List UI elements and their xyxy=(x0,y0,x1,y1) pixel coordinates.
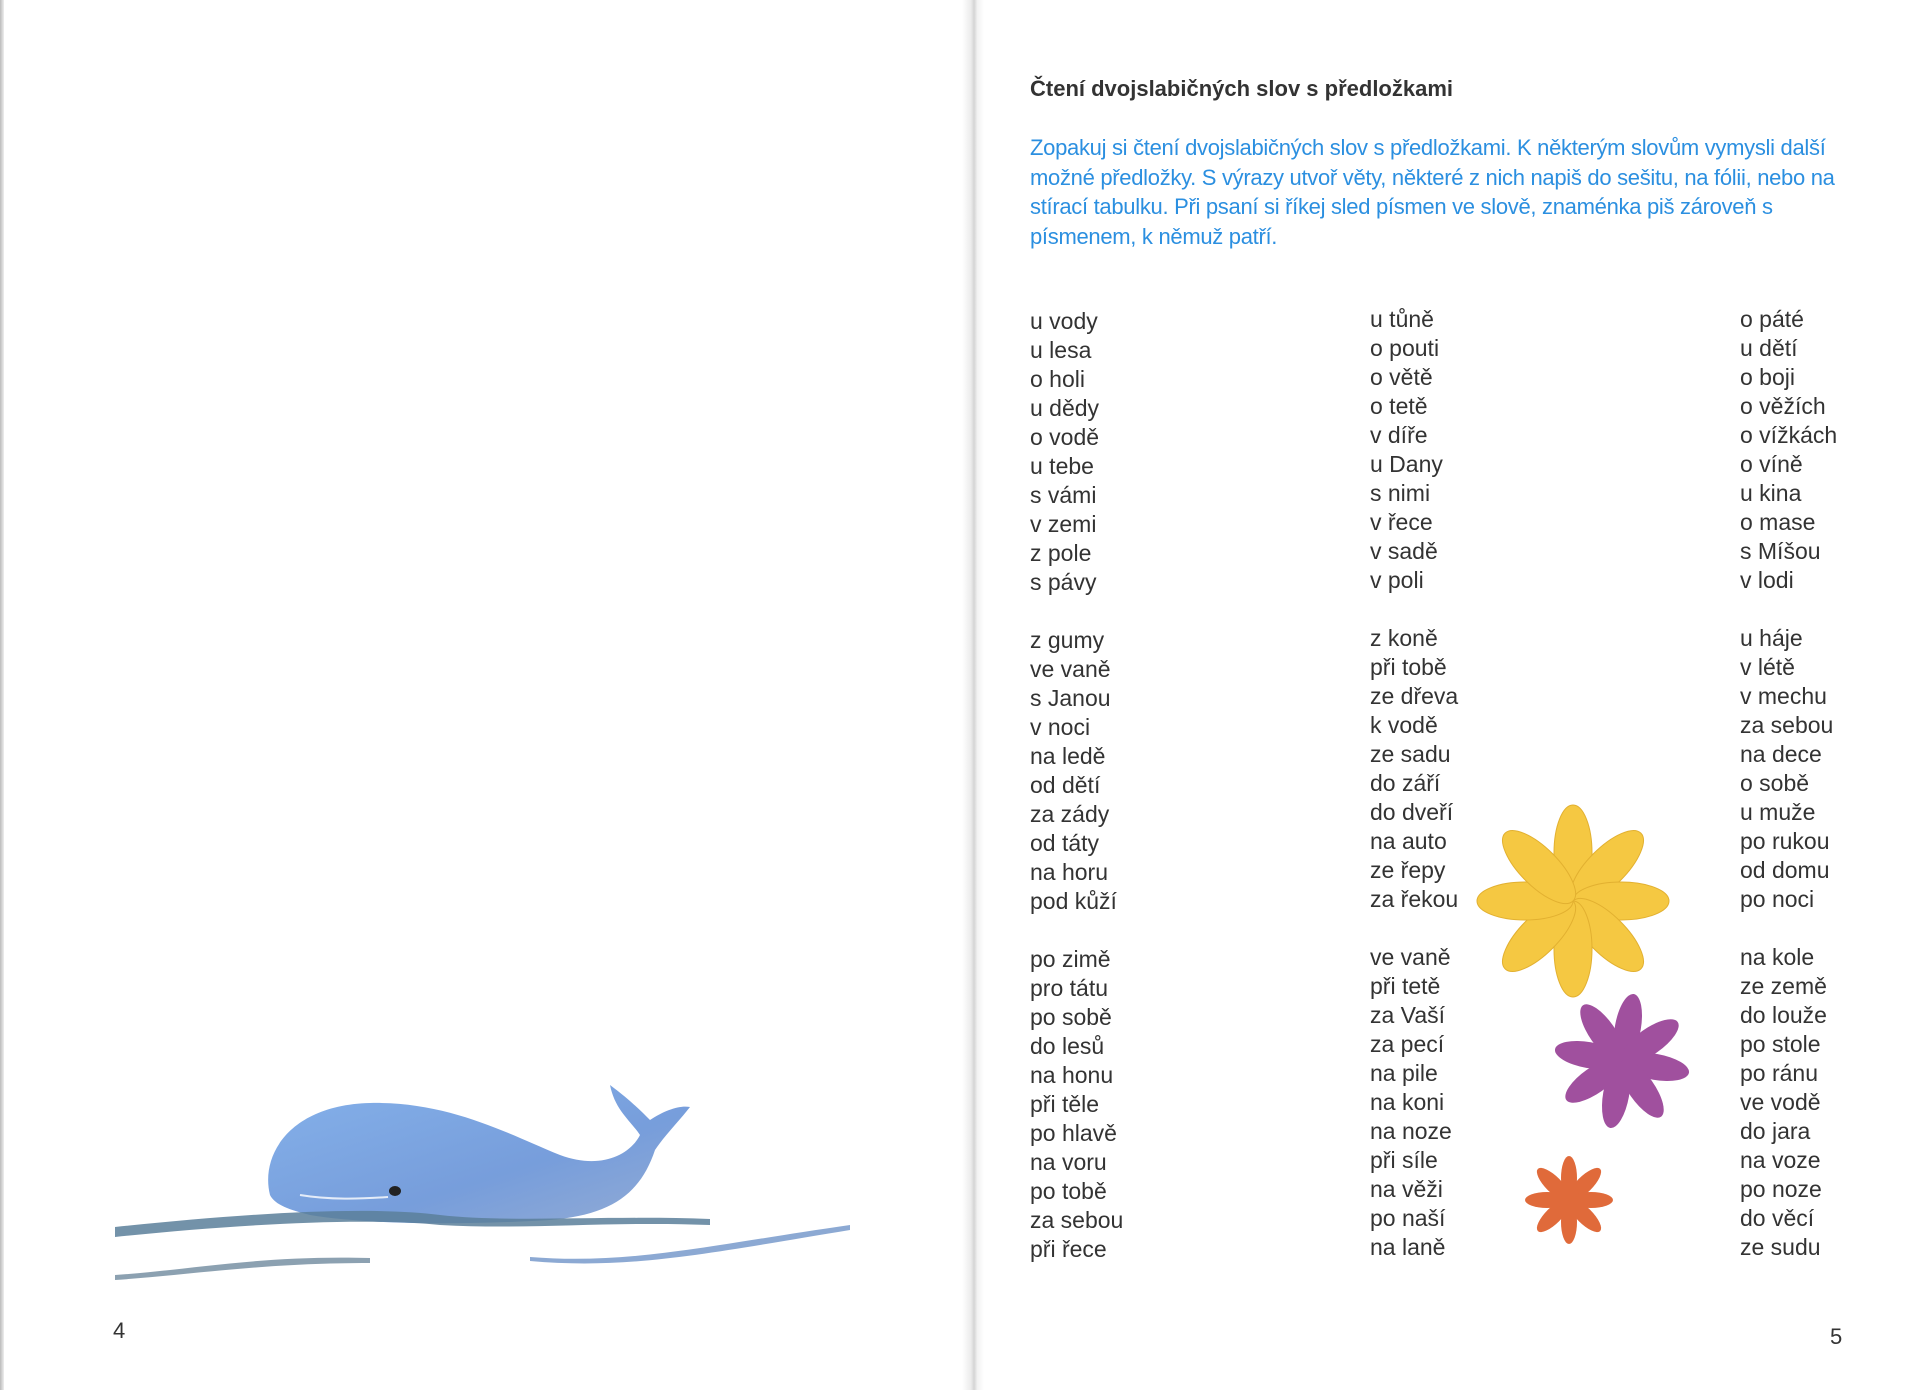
word-phrase: ze dřeva xyxy=(1370,683,1459,709)
word-phrase: o holi xyxy=(1030,366,1085,392)
word-group xyxy=(1740,624,1837,914)
word-phrase: v řece xyxy=(1370,509,1433,535)
word-phrase: při síle xyxy=(1370,1147,1438,1173)
word-phrase: po naší xyxy=(1370,1205,1446,1231)
word-phrase: u tůně xyxy=(1370,306,1434,332)
word-group xyxy=(1370,624,1458,914)
word-phrase: k vodě xyxy=(1370,712,1438,738)
word-phrase: po sobě xyxy=(1030,1004,1112,1030)
word-phrase: z koně xyxy=(1370,625,1438,651)
word-column-1 xyxy=(1030,307,1123,1293)
word-phrase: do září xyxy=(1370,770,1441,796)
word-phrase: po zimě xyxy=(1030,946,1111,972)
word-phrase: u Dany xyxy=(1370,451,1443,477)
whale-illustration xyxy=(110,1075,860,1285)
word-phrase: na voze xyxy=(1740,1147,1821,1173)
word-phrase: za sebou xyxy=(1030,1207,1124,1233)
wave xyxy=(115,1211,710,1237)
word-group xyxy=(1370,305,1458,595)
word-phrase: ve vaně xyxy=(1370,944,1451,970)
word-phrase: o boji xyxy=(1740,364,1795,390)
word-phrase: do louže xyxy=(1740,1002,1827,1028)
word-phrase: ve vaně xyxy=(1030,656,1111,682)
word-phrase: o mase xyxy=(1740,509,1816,535)
word-phrase: při řece xyxy=(1030,1236,1107,1262)
purple-flower xyxy=(1552,991,1692,1131)
word-phrase: po ránu xyxy=(1740,1060,1819,1086)
word-phrase: na koni xyxy=(1370,1089,1445,1115)
word-phrase: s Míšou xyxy=(1740,538,1821,564)
page-number-left: 4 xyxy=(113,1318,126,1343)
word-phrase: do jara xyxy=(1740,1118,1811,1144)
word-phrase: na pile xyxy=(1370,1060,1438,1086)
word-column-2 xyxy=(1370,305,1458,1291)
word-phrase: pod kůží xyxy=(1030,888,1117,914)
word-phrase: na voru xyxy=(1030,1149,1107,1175)
word-phrase: o páté xyxy=(1740,306,1804,332)
word-phrase: z pole xyxy=(1030,540,1092,566)
word-phrase: u vody xyxy=(1030,308,1098,334)
word-column-3 xyxy=(1740,305,1837,1291)
word-phrase: po tobě xyxy=(1030,1178,1107,1204)
word-phrase: v díře xyxy=(1370,422,1428,448)
wave xyxy=(115,1258,370,1280)
word-phrase: v sadě xyxy=(1370,538,1438,564)
word-phrase: při tetě xyxy=(1370,973,1441,999)
word-phrase: u kina xyxy=(1740,480,1802,506)
whale-body xyxy=(268,1085,690,1223)
word-phrase: do věcí xyxy=(1740,1205,1815,1231)
word-phrase: na auto xyxy=(1370,828,1447,854)
word-phrase: v noci xyxy=(1030,714,1091,740)
whale-eye xyxy=(389,1186,401,1196)
word-phrase: o sobě xyxy=(1740,770,1810,796)
word-group xyxy=(1370,943,1458,1262)
word-group xyxy=(1740,305,1837,595)
word-phrase: o víně xyxy=(1740,451,1803,477)
word-phrase: na věži xyxy=(1370,1176,1443,1202)
word-phrase: u háje xyxy=(1740,625,1803,651)
word-phrase: ze řepy xyxy=(1370,857,1446,883)
word-phrase: s nimi xyxy=(1370,480,1431,506)
word-phrase: na honu xyxy=(1030,1062,1114,1088)
word-phrase: při těle xyxy=(1030,1091,1100,1117)
word-phrase: v lodi xyxy=(1740,567,1794,593)
word-phrase: za pecí xyxy=(1370,1031,1445,1057)
word-phrase: v létě xyxy=(1740,654,1795,680)
word-phrase: s pávy xyxy=(1030,569,1097,595)
word-phrase: za zády xyxy=(1030,801,1110,827)
word-phrase: na noze xyxy=(1370,1118,1452,1144)
word-group xyxy=(1030,945,1123,1264)
page-title: Čtení dvojslabičných slov s předložkami xyxy=(1030,76,1454,101)
word-phrase: o větě xyxy=(1370,364,1433,390)
word-phrase: po hlavě xyxy=(1030,1120,1117,1146)
word-group xyxy=(1030,626,1123,916)
word-phrase: na dece xyxy=(1740,741,1822,767)
word-phrase: pro tátu xyxy=(1030,975,1108,1001)
word-phrase: o věžích xyxy=(1740,393,1826,419)
word-phrase: od dětí xyxy=(1030,772,1101,798)
wave xyxy=(530,1225,850,1263)
word-phrase: v poli xyxy=(1370,567,1424,593)
word-phrase: ze sadu xyxy=(1370,741,1451,767)
word-phrase: u lesa xyxy=(1030,337,1092,363)
word-phrase: s vámi xyxy=(1030,482,1097,508)
orange-flower xyxy=(1519,1150,1619,1250)
word-phrase: při tobě xyxy=(1370,654,1447,680)
word-phrase: za Vaší xyxy=(1370,1002,1445,1028)
word-phrase: na ledě xyxy=(1030,743,1106,769)
word-phrase: ze země xyxy=(1740,973,1827,999)
word-phrase: u tebe xyxy=(1030,453,1094,479)
word-phrase: po stole xyxy=(1740,1031,1821,1057)
word-phrase: z gumy xyxy=(1030,627,1105,653)
word-phrase: do dveří xyxy=(1370,799,1454,825)
word-group xyxy=(1030,307,1123,597)
yellow-flower xyxy=(1473,801,1673,1001)
word-phrase: po noci xyxy=(1740,886,1815,912)
word-group xyxy=(1740,943,1837,1262)
word-phrase: za řekou xyxy=(1370,886,1459,912)
word-phrase: od domu xyxy=(1740,857,1830,883)
book-gutter xyxy=(962,0,984,1390)
word-phrase: po noze xyxy=(1740,1176,1822,1202)
word-phrase: na laně xyxy=(1370,1234,1446,1260)
word-phrase: v zemi xyxy=(1030,511,1097,537)
word-phrase: do lesů xyxy=(1030,1033,1105,1059)
instructions: Zopakuj si čtení dvojslabičných slov s předložkami. K některým slovům vymysli další možné předložky. S výrazy utvoř věty, některé z nich napiš do sešitu, na fólii, nebo na stírací tabulku. Při psaní si říkej sled písmen ve slově, znaménka piš zároveň s písmenem, k němuž patří. xyxy=(1030,135,1835,249)
word-phrase: za sebou xyxy=(1740,712,1834,738)
word-phrase: u dětí xyxy=(1740,335,1798,361)
word-phrase: o vížkách xyxy=(1740,422,1838,448)
word-phrase: v mechu xyxy=(1740,683,1827,709)
word-phrase: po rukou xyxy=(1740,828,1830,854)
word-phrase: u dědy xyxy=(1030,395,1100,421)
word-phrase: u muže xyxy=(1740,799,1816,825)
word-phrase: s Janou xyxy=(1030,685,1111,711)
word-phrase: na kole xyxy=(1740,944,1815,970)
page-number-right: 5 xyxy=(1830,1324,1843,1349)
word-phrase: o pouti xyxy=(1370,335,1440,361)
page-edge xyxy=(0,0,4,1390)
word-phrase: ve vodě xyxy=(1740,1089,1821,1115)
word-phrase: o vodě xyxy=(1030,424,1100,450)
word-phrase: ze sudu xyxy=(1740,1234,1821,1260)
word-phrase: od táty xyxy=(1030,830,1100,856)
word-phrase: na horu xyxy=(1030,859,1109,885)
word-phrase: o tetě xyxy=(1370,393,1428,419)
